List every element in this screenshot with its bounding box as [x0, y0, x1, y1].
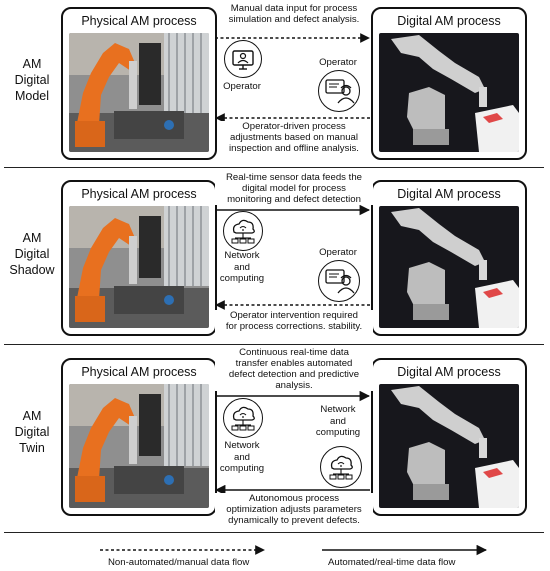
- legend-manual-flow-label: Non-automated/manual data flow: [108, 557, 250, 568]
- legend-dashed-arrow: [98, 543, 268, 557]
- row-label-line: Twin: [19, 441, 45, 455]
- panel-title: Physical AM process: [81, 187, 197, 201]
- robot-cell-illustration: [69, 33, 209, 152]
- virtual-robot-illustration: [379, 33, 519, 152]
- physical-robot-photo: [69, 384, 209, 508]
- row2-bottom-caption: Operator intervention required for process corrections. stability.: [215, 310, 373, 332]
- network-computing-label: Network and computing: [219, 250, 265, 284]
- legend-divider: [4, 532, 544, 533]
- digital-robot-render: [379, 206, 519, 328]
- panel-title: Physical AM process: [81, 365, 197, 379]
- row-label-digital-model: [6, 56, 58, 104]
- row3-top-caption: Continuous real-time data transfer enables automated defect detection and predictive analysis.: [215, 347, 373, 391]
- panel-title: Digital AM process: [397, 14, 501, 28]
- digital-robot-render: [379, 33, 519, 152]
- row1-top-caption: Manual data input for process simulation and defect analysis.: [218, 3, 370, 25]
- physical-process-panel: [61, 358, 217, 516]
- digital-process-panel: [371, 180, 527, 336]
- row-label-line: AM: [22, 231, 42, 245]
- operator-monitor-icon: [224, 40, 262, 78]
- cloud-network-icon: [320, 446, 362, 488]
- panel-title: Digital AM process: [397, 187, 501, 201]
- virtual-robot-illustration: [379, 384, 519, 508]
- physical-robot-photo: [69, 206, 209, 328]
- virtual-robot-illustration: [379, 206, 519, 328]
- physical-process-panel: [61, 7, 217, 160]
- row-label-line: AM: [22, 409, 42, 423]
- panel-title: Physical AM process: [81, 14, 197, 28]
- digital-process-panel: [371, 7, 527, 160]
- row1-bottom-caption: Operator-driven process adjustments based on manual inspection and offline analysis.: [218, 121, 370, 154]
- physical-process-panel: [61, 180, 217, 336]
- network-computing-label: Network and computing: [315, 404, 361, 438]
- digital-robot-render: [379, 384, 519, 508]
- row-divider-2: [4, 344, 544, 345]
- row2-top-caption: Real-time sensor data feeds the digital model for process monitoring and defect detection: [215, 172, 373, 205]
- row-label-digital-twin: [6, 408, 58, 456]
- operator-label: Operator: [319, 57, 357, 68]
- operator-worker-icon: [318, 70, 360, 112]
- cloud-network-icon: [223, 398, 263, 438]
- row-divider-1: [4, 167, 544, 168]
- panel-title: Digital AM process: [397, 365, 501, 379]
- row-label-line: Digital: [14, 247, 50, 261]
- network-computing-label: Network and computing: [219, 440, 265, 474]
- row-label-line: Digital: [14, 425, 50, 439]
- row-label-digital-shadow: [6, 230, 58, 278]
- row-label-line: Model: [14, 89, 50, 103]
- robot-cell-illustration: [69, 206, 209, 328]
- operator-label: Operator: [319, 247, 357, 258]
- operator-worker-icon: [318, 260, 360, 302]
- row-label-line: Digital: [14, 73, 50, 87]
- legend-solid-arrow: [320, 543, 490, 557]
- cloud-network-icon: [223, 211, 263, 251]
- legend-realtime-flow-label: Automated/real-time data flow: [328, 557, 456, 568]
- row-label-line: AM: [22, 57, 42, 71]
- robot-cell-illustration: [69, 384, 209, 508]
- operator-label: Operator: [223, 81, 261, 92]
- row3-bottom-caption: Autonomous process optimization adjusts parameters dynamically to prevent defects.: [215, 493, 373, 526]
- physical-robot-photo: [69, 33, 209, 152]
- row-label-line: Shadow: [9, 263, 55, 277]
- digital-process-panel: [371, 358, 527, 516]
